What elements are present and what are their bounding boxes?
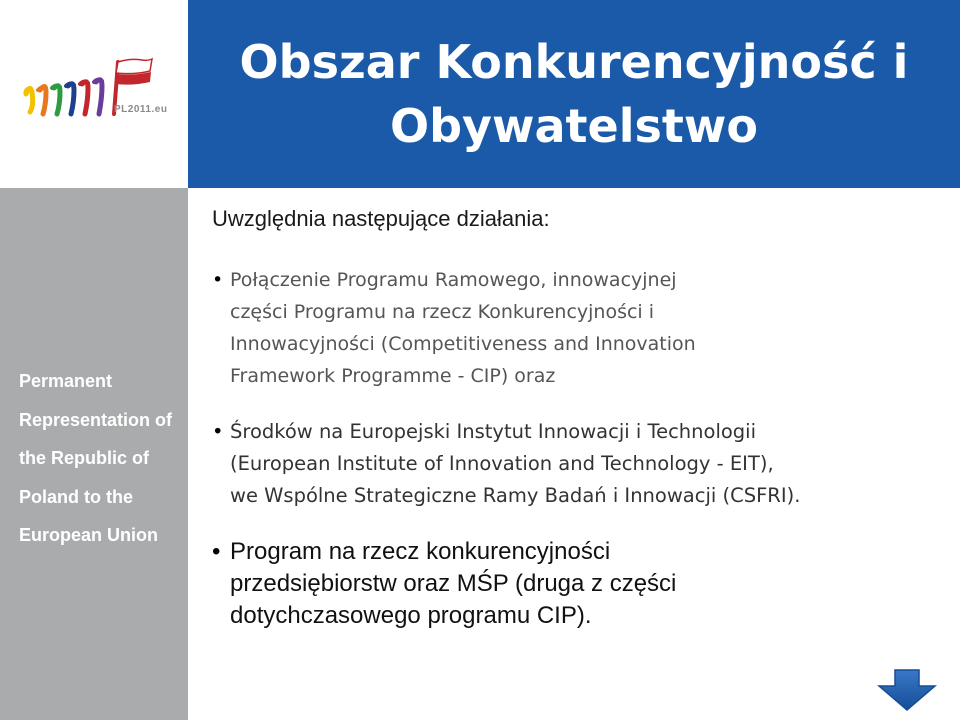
bullet-line: • Połączenie Programu Ramowego, innowacyjnej — [230, 269, 677, 291]
bullet-line: • Środków na Europejski Instytut Innowacji i Technologii — [230, 420, 757, 443]
sidebar-line: European Union — [19, 525, 158, 545]
bullet-item — [212, 264, 952, 392]
bullet-line: (European Institute of Innovation and Technology - EIT), — [230, 452, 774, 475]
next-slide-button[interactable] — [877, 668, 937, 712]
bullet-item — [212, 536, 952, 632]
sidebar — [0, 188, 188, 720]
header-band — [188, 0, 960, 188]
bullet-line: • Program na rzecz konkurencyjności — [230, 538, 611, 565]
bullet-line: części Programu na rzecz Konkurencyjności i — [230, 301, 655, 323]
bullet-line: Framework Programme - CIP) oraz — [230, 365, 556, 387]
pl2011-logo — [18, 52, 178, 132]
bullet-line: we Wspólne Strategiczne Ramy Badań i Innowacji (CSFRI). — [230, 484, 801, 507]
bullet-item — [212, 416, 952, 512]
bullet-line: Innowacyjności (Competitiveness and Innovation — [230, 333, 696, 355]
main-content — [212, 206, 952, 632]
sidebar-line: Poland to the — [19, 486, 133, 507]
page-title: Obszar Konkurencyjność i Obywatelstwo — [239, 35, 909, 153]
arrow-down-icon — [877, 668, 937, 712]
sidebar-caption — [19, 362, 184, 555]
bullet-line: przedsiębiorstw oraz MŚP (druga z części — [230, 570, 677, 597]
sidebar-line: Representation of — [19, 409, 173, 430]
logo-text: PL2011.eu — [114, 104, 168, 115]
bullet-line: dotychczasowego programu CIP). — [230, 602, 592, 629]
sidebar-line: the Republic of — [19, 448, 149, 468]
sidebar-line: Permanent — [19, 371, 113, 391]
logo-area — [0, 0, 188, 188]
intro-text: Uwzględnia następujące działania: — [212, 206, 550, 231]
